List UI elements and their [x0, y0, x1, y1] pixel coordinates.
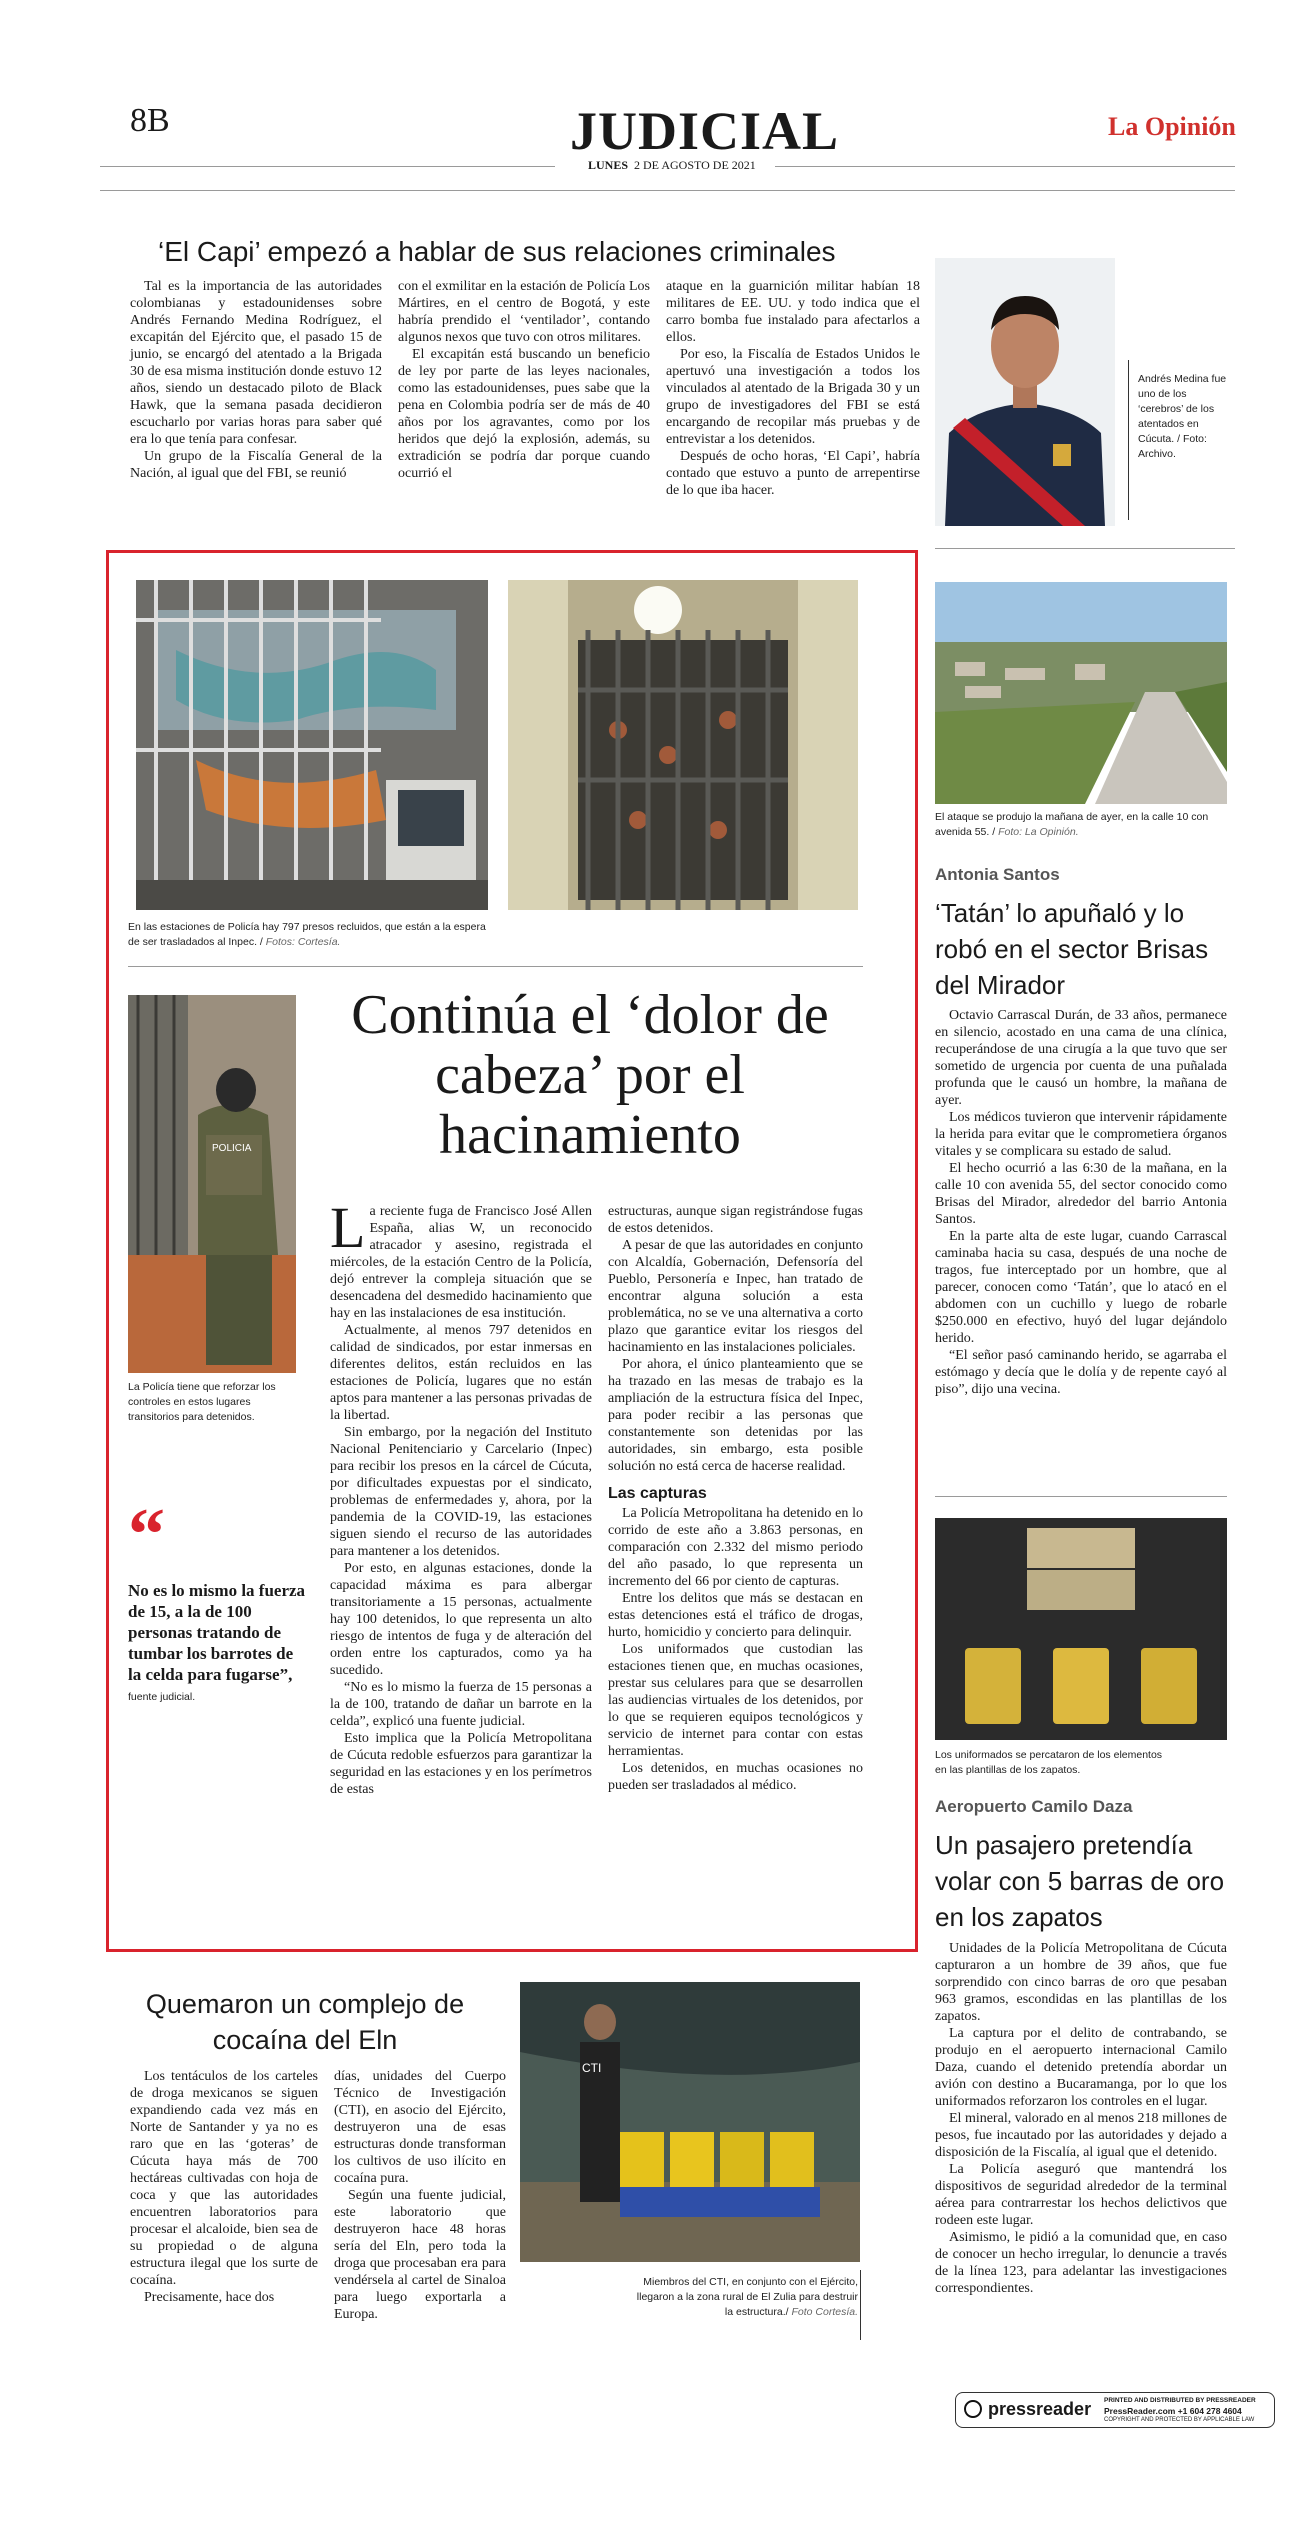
paragraph: Después de ocho horas, ‘El Capi’, habría contado que estuvo a punto de arrepentirse de lo que iba hacer. [666, 449, 920, 498]
paragraph: ataque en la guarnición militar habían 18 militares de EE. UU. y todo indica que el carro bomba fue instalado para afectarlos a ellos. [666, 279, 920, 345]
issue-date [588, 158, 756, 173]
police-photo-caption: La Policía tiene que reforzar los controles en estos lugares transitorios para detenidos. [128, 1381, 276, 1423]
sidebar2-body [935, 1940, 1227, 2297]
gold-bars-caption: Los uniformados se percataron de los elementos en las plantillas de los zapatos. [935, 1749, 1163, 1776]
jail-cell-illustration [136, 580, 488, 910]
paragraph: Asimismo, le pidió a la comunidad que, en caso de conocer un hecho irregular, lo denuncie a través de la línea 123, para adelantar las investigaciones correspondientes. [935, 2230, 1227, 2296]
street-photo [935, 582, 1227, 804]
top-story-col-2 [398, 278, 650, 482]
paragraph: Un grupo de la Fiscalía General de la Nación, al igual que del FBI, se reunió [130, 449, 382, 481]
cells-caption [128, 920, 498, 950]
svg-text:CTI: CTI [582, 2061, 602, 2075]
paragraph: La Policía aseguró que mantendrá los dispositivos de seguridad alrededor de la terminal aérea para contrarrestar los hechos delictivos que rodeen este lugar. [935, 2162, 1227, 2228]
issue-date-text: 2 DE AGOSTO DE 2021 [634, 158, 756, 172]
gold-bars-photo [935, 1518, 1227, 1740]
sidebar1-headline: ‘Tatán’ lo apuñaló y lo robó en el sector Brisas del Mirador [935, 898, 1209, 1000]
pull-quote: No es lo mismo la fuerza de 15, a la de 100 personas tratando de tumbar los barrotes de la celda para fugarse”, [128, 1581, 306, 1684]
caption-rule [128, 966, 863, 967]
lead-paragraph [330, 1195, 592, 1322]
street-caption-credit: Foto: La Opinión. [998, 826, 1079, 838]
street-photo-caption [935, 810, 1225, 840]
cells-caption-text: En las estaciones de Policía hay 797 presos recluidos, que están a la espera de ser trasladados al Inpec. / [128, 921, 486, 948]
paragraph: Actualmente, al menos 797 detenidos en calidad de sindicados, por estar inmersas en diferentes delitos, están recluidos en las estaciones de Policía, lugares que no están aptos para mantener a las personas privadas de la libertad. [330, 1323, 592, 1423]
top-story-bottom-rule [935, 548, 1235, 549]
cti-photo-caption [630, 2275, 858, 2320]
bottom-story-col-2 [334, 2068, 506, 2323]
paragraph-text: a reciente fuga de Francisco José Allen España, alias W, un reconocido atracador y asesino, registrada el miércoles, de la estación Centro de la Policía, dejó entrever la compleja situación que se desencadena del desmedido hacinamiento que hay en las instalaciones de esa institución. [330, 1204, 592, 1321]
main-headline: Continúa el ‘dolor de cabeza’ por el hacinamiento [351, 984, 829, 1166]
drug-lab-illustration [520, 1982, 860, 2262]
bottom-story-headline: Quemaron un complejo de cocaína del Eln [145, 1989, 465, 2055]
paragraph: estructuras, aunque sigan registrándose fugas de estos detenidos. [608, 1204, 863, 1236]
masthead-bottom-rule [100, 190, 1235, 191]
portrait-caption: Andrés Medina fue uno de los ‘cerebros’ de los atentados en Cúcuta. / Foto: Archivo. [1138, 373, 1227, 460]
paragraph: Unidades de la Policía Metropolitana de Cúcuta capturaron a un hombre de 39 años, que fue sorprendido con cinco barras de oro que pesaban 963 gramos, escondidas en las plantillas de los zapatos. [935, 1941, 1227, 2024]
pressreader-line-1: PRINTED AND DISTRIBUTED BY PRESSREADER [1104, 2397, 1256, 2404]
brand-logo: La Opinión [1108, 112, 1236, 141]
paragraph: Octavio Carrascal Durán, de 33 años, permanece en silencio, acostado en una cama de una clínica, recuperándose de una cirugía a la que tuvo que ser sometido de urgencia por cuenta de una puñalada profunda que le causó un hombre, la mañana de ayer. [935, 1008, 1227, 1108]
paragraph: días, unidades del Cuerpo Técnico de Investigación (CTI), en asocio del Ejército, destruyeron una de esas estructuras donde transforman los cultivos de uso ilícito en cocaína pura. [334, 2069, 506, 2186]
pressreader-badge [955, 2392, 1275, 2428]
pressreader-line-3: COPYRIGHT AND PROTECTED BY APPLICABLE LAW [1104, 2417, 1255, 2423]
cell-photo-left [136, 580, 488, 910]
cell-photo-right [508, 580, 858, 910]
sidebar1-kicker: Antonia Santos [935, 865, 1060, 884]
sidebar2-headline: Un pasajero pretendía volar con 5 barras de oro en los zapatos [935, 1830, 1225, 1932]
paragraph: Por esto, en algunas estaciones, donde la capacidad máxima es para albergar transitoriamente a 15 personas, actualmente hay 100 detenidos, lo que representa un alto riesgo de intentos de fuga y de alteración del orden entre los capturados, como ya ha sucedido. [330, 1561, 592, 1678]
paragraph: El excapitán está buscando un beneficio de ley por parte de las leyes nacionales, como las estadounidenses, pues sabe que la pena en Colombia podría ser de más de 40 años por los agravantes, como por los heridos que dejó la explosión, además, su extradición se podría dar porque cuando ocurrió el [398, 347, 650, 481]
top-story-col-3 [666, 278, 920, 499]
pressreader-icon [964, 2400, 982, 2418]
cti-lab-photo [520, 1982, 860, 2262]
street-caption-text: El ataque se produjo la mañana de ayer, en la calle 10 con avenida 55. / [935, 811, 1209, 838]
sidebar2-kicker: Aeropuerto Camilo Daza [935, 1797, 1133, 1816]
paragraph: Los detenidos, en muchas ocasiones no pueden ser trasladados al médico. [608, 1761, 863, 1793]
paragraph: La Policía Metropolitana ha detenido en lo corrido de este año a 3.863 personas, en comparación con 2.332 del mismo periodo del año pasado, lo que representa un incremento del 66 por ciento de capturas. [608, 1506, 863, 1589]
paragraph: A pesar de que las autoridades en conjunto con Alcaldía, Gobernación, Defensoría del Pueblo, Personería e Inpec, han tratado de encontrar alguna solución a esta problemática, no se ve una alternativa a corto plazo que garantice evitar los riesgos del hacinamiento en las instalaciones policiales. [608, 1238, 863, 1355]
svg-text:POLICIA: POLICIA [212, 1143, 252, 1154]
pull-quote-source: fuente judicial. [128, 1691, 196, 1703]
jail-bars-illustration [508, 580, 858, 910]
subhead-capturas: Las capturas [608, 1485, 707, 1502]
cells-caption-credit: Fotos: Cortesía. [265, 936, 341, 948]
quote-mark: “ [128, 1494, 165, 1576]
section-title: JUDICIAL [570, 101, 840, 161]
paragraph: “El señor pasó caminando herido, se agarraba el estómago y decía que le dolía y de repente cayó al piso”, dijo una vecina. [935, 1348, 1227, 1397]
police-officer-photo [128, 995, 296, 1373]
paragraph: En la parte alta de este lugar, cuando Carrascal caminaba hacia su casa, después de una noche de tragos, fue interceptado por un hombre, que al parecer, conocen como ‘Tatán’, que lo atacó en el abdomen con un cuchillo y luego de robarle $250.000 en efectivo, huyó del lugar dejándolo herido. [935, 1229, 1227, 1346]
cti-caption-text: Miembros del CTI, en conjunto con el Ejército, llegaron a la zona rural de El Zulia para destruir la estructura./ [636, 2276, 858, 2318]
paragraph: Los médicos tuvieron que intervenir rápidamente la herida para evitar que le comprometiera órganos vitales y se complicara su estado de salud. [935, 1110, 1227, 1159]
portrait-divider [1128, 360, 1129, 520]
paragraph: Precisamente, hace dos [144, 2290, 275, 2305]
paragraph: Los tentáculos de los carteles de droga mexicanos se siguen expandiendo cada vez más en Norte de Santander y ya no es raro que en las ‘goteras’ de Cúcuta haya más de 700 hectáreas cultivadas con hoja de coca y que las autoridades encuentren laboratorios para procesar el alcaloide, bien sea de su propiedad o de alguna estructura ilegal que los surte de cocaína. [130, 2069, 318, 2288]
paragraph: Sin embargo, por la negación del Instituto Nacional Penitenciario y Carcelario (Inpec) para recibir los presos en la cárcel de Cúcuta, por dificultades expuestas por el sindicato, problemas de enfermedades y, ahora, por la pandemia de la COVID-19, las estaciones siguen siendo el recurso de las autoridades para mantener a los detenidos. [330, 1425, 592, 1559]
masthead-rule-right [775, 166, 1235, 167]
paragraph: La captura por el delito de contrabando, se produjo en el aeropuerto internacional Camilo Daza, cuando el detenido pretendía abordar un avión con destino a Bucaramanga, por lo que los uniformados reforzaron los controles en el lugar. [935, 2026, 1227, 2109]
sidebar1-body [935, 1007, 1227, 1398]
cti-caption-divider [860, 2270, 861, 2340]
paragraph: Los uniformados que custodian las estaciones tienen que, en muchas ocasiones, prestar sus celulares para que se desarrollen las audiencias virtuales de los detenidos, por lo que se requieren equipos tecnológicos y servicio de internet para contar con estas herramientas. [608, 1642, 863, 1759]
paragraph: “No es lo mismo la fuerza de 15 personas a la de 100, tratando de dañar un barrote en la celda”, explicó una fuente judicial. [330, 1680, 592, 1729]
main-story-col-2 [608, 1203, 863, 1794]
paragraph: con el exmilitar en la estación de Policía Los Mártires, en el centro de Bogotá, y este habría prendido el ‘ventilador’, contando algunos nexos que tuvo con otros militares. [398, 279, 650, 345]
pressreader-line-2: PressReader.com +1 604 278 4604 [1104, 2406, 1242, 2416]
paragraph: Por eso, la Fiscalía de Estados Unidos le apertuvó una investigación a todos los vinculados al atentado de la Brigada 30 y un grupo de investigadores del FBI se está encargando de recopilar más pruebas y de entrevistar a los detenidos. [666, 347, 920, 447]
el-capi-portrait [935, 258, 1115, 526]
issue-day: LUNES [588, 158, 629, 172]
paragraph: Por ahora, el único planteamiento que se ha trazado en las mesas de trabajo es la ampliación de la estructura física del Inpec, para poder recibir a las personas que constantemente son detenidas por las autoridades, sin embargo, esta posible solución no está cerca de hacerse realidad. [608, 1357, 863, 1474]
main-story-col-1 [330, 1195, 592, 1798]
top-story-headline: ‘El Capi’ empezó a hablar de sus relaciones criminales [158, 236, 836, 267]
paragraph: El mineral, valorado en al menos 218 millones de pesos, fue incautado por las autoridades y dejado a disposición de la Fiscalía, al igual que el detenido. [935, 2111, 1227, 2160]
bottom-story-col-1 [130, 2068, 318, 2306]
portrait-illustration [935, 258, 1115, 526]
top-story-col-1 [130, 278, 382, 482]
masthead-rule-left [100, 166, 555, 167]
page-number: 8B [130, 102, 170, 139]
sidebar-divider [935, 1496, 1227, 1497]
paragraph: Entre los delitos que más se destacan en estas detenciones está el tráfico de drogas, hurto, homicidio y concierto para delinquir. [608, 1591, 863, 1640]
paragraph: El hecho ocurrió a las 6:30 de la mañana, en la calle 10 con avenida 55, del sector conocido como Brisas del Mirador, alrededor del barrio Antonia Santos. [935, 1161, 1227, 1227]
street-illustration [935, 582, 1227, 804]
paragraph: Esto implica que la Policía Metropolitana de Cúcuta redoble esfuerzos para garantizar la seguridad en las estaciones y en los perímetros de estas [330, 1731, 592, 1797]
police-officer-illustration [128, 995, 296, 1373]
cti-caption-credit: Foto Cortesía. [791, 2306, 858, 2318]
paragraph: Según una fuente judicial, este laboratorio que destruyeron hace 48 horas sería del Eln, pero toda la droga que procesaban era para vendérsela al cartel de Sinaloa para luego exportarla a Europa. [334, 2188, 506, 2322]
pressreader-logo: pressreader [988, 2399, 1092, 2419]
gold-bars-illustration [935, 1518, 1227, 1740]
paragraph: Tal es la importancia de las autoridades colombianas y estadounidenses sobre Andrés Fernando Medina Rodríguez, el excapitán del Ejército que, el pasado 15 de junio, se encargó del atentado a la Brigada 30 de esa misma institución donde estuvo 12 años, siendo un destacado piloto de Black Hawk, que la semana pasada decidieron escucharlo por varias horas para saber qué era lo que tenía para confesar. [130, 279, 382, 447]
dropcap: L [330, 1195, 366, 1260]
